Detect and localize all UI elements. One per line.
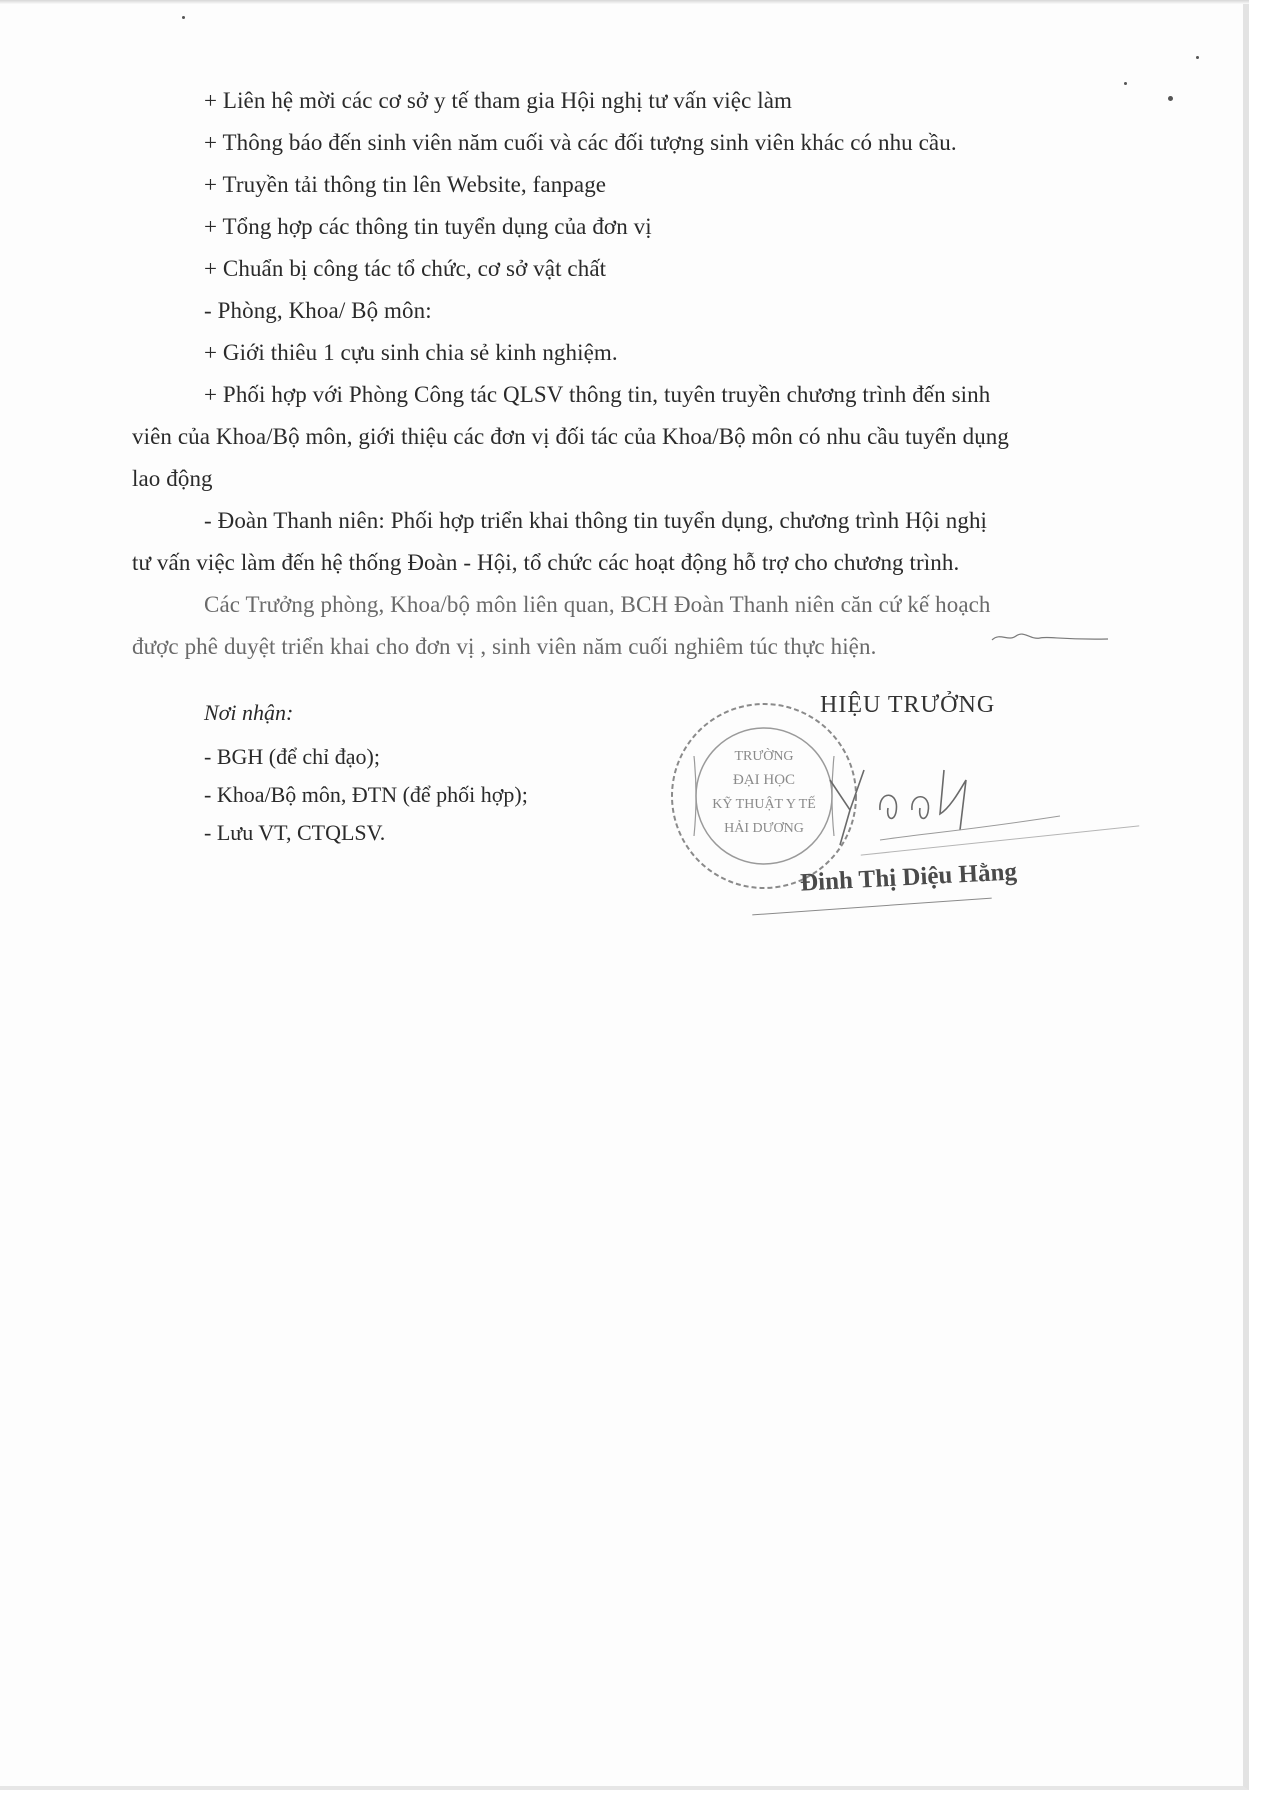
body-line: - Phòng, Khoa/ Bộ môn: [204,298,432,323]
signatory-title: HIỆU TRƯỞNG [820,692,996,718]
body-line: + Chuẩn bị công tác tổ chức, cơ sở vật chất [204,256,607,281]
signature-block [660,680,1140,940]
handwritten-signature [820,750,1070,850]
body-line: được phê duyệt triển khai cho đơn vị , sinh viên năm cuối nghiêm túc thực hiện. [132,634,877,659]
scan-top-edge [0,0,1249,4]
recipient-item: - Lưu VT, CTQLSV. [204,820,386,845]
body-line: + Truyền tải thông tin lên Website, fanpage [204,172,607,197]
body-line: + Liên hệ mời các cơ sở y tế tham gia Hội nghị tư vấn việc làm [204,88,793,113]
signer-name: Đinh Thị Diệu Hằng [799,858,1018,897]
body-line: viên của Khoa/Bộ môn, giới thiệu các đơn vị đối tác của Khoa/Bộ môn có nhu cầu tuyển dụng [132,424,1009,449]
body-line: + Phối hợp với Phòng Công tác QLSV thông tin, tuyên truyền chương trình đến sinh [204,382,991,407]
body-line: Các Trưởng phòng, Khoa/bộ môn liên quan, BCH Đoàn Thanh niên căn cứ kế hoạch [204,592,991,617]
name-underline [752,898,991,916]
body-line: + Tổng hợp các thông tin tuyển dụng của đơn vị [204,214,652,239]
scan-speck [1168,96,1173,101]
body-line: tư vấn việc làm đến hệ thống Đoàn - Hội, tổ chức các hoạt động hỗ trợ cho chương trình. [132,550,960,575]
stamp-line: KỸ THUẬT Y TẾ [712,797,816,812]
recipient-item: - Khoa/Bộ môn, ĐTN (để phối hợp); [204,782,528,807]
body-line: - Đoàn Thanh niên: Phối hợp triển khai thông tin tuyển dụng, chương trình Hội nghị [204,508,988,533]
body-line: lao động [132,466,213,491]
recipients-heading: Nơi nhận: [204,700,294,725]
scan-speck [1196,56,1199,59]
body-line: + Thông báo đến sinh viên năm cuối và các đối tượng sinh viên khác có nhu cầu. [204,130,957,155]
initials-mark [990,630,1110,644]
stamp-line: ĐẠI HỌC [732,772,796,788]
body-line: + Giới thiêu 1 cựu sinh chia sẻ kinh nghiệm. [204,340,618,365]
scan-speck [182,16,185,19]
stamp-line: TRƯỜNG [734,749,794,764]
recipient-item: - BGH (để chỉ đạo); [204,744,380,769]
scan-speck [1124,82,1127,85]
stamp-line: HẢI DƯƠNG [724,821,804,836]
recipients-block [204,700,528,852]
